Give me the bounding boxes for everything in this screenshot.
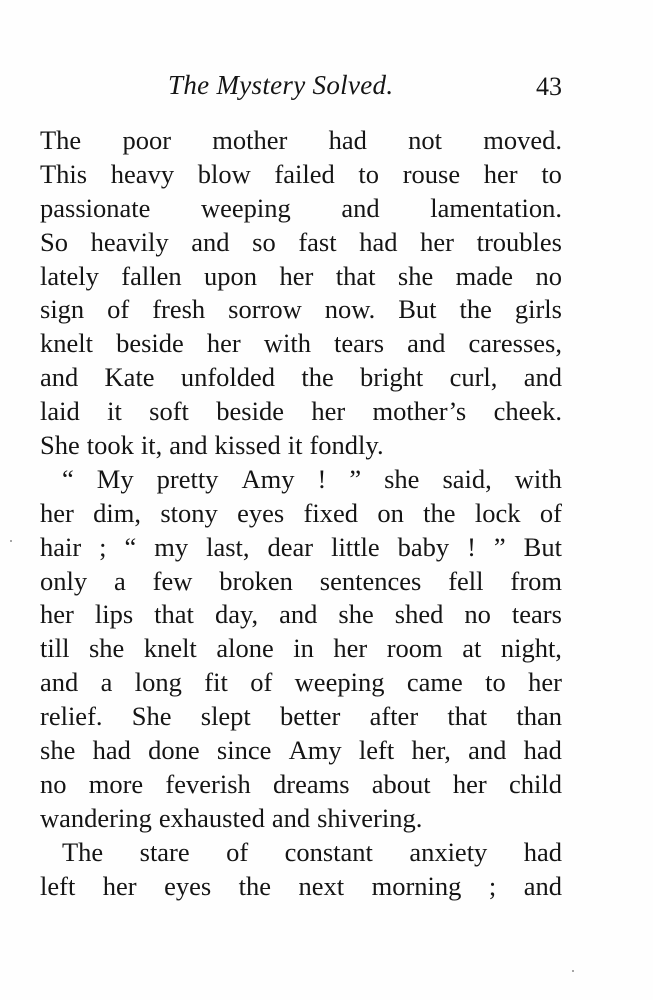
word: alone [216,633,274,664]
word: child [508,768,562,799]
text-line [40,293,562,327]
word: upon [204,260,258,291]
word: kissed [214,430,281,461]
word: her [452,768,487,799]
word: broken [219,565,293,596]
text-line [40,260,562,294]
word: soft [149,396,189,427]
word: girls [514,294,562,325]
word: dear [267,531,314,562]
text-line [40,124,562,158]
word: took [86,430,134,461]
word: till [40,633,70,664]
word: sorrow [228,294,302,325]
word: and [407,328,446,359]
word: only [40,565,88,596]
text-line [40,598,562,632]
word: left [358,735,395,766]
word: morning [371,870,462,901]
word: dim, [93,497,142,528]
word: her [483,158,518,189]
word: the [423,497,456,528]
word: that [447,701,488,732]
word: hair [40,531,82,562]
word: her [528,667,562,698]
word: She [131,701,172,732]
word: lips [94,599,134,630]
word: “ [124,531,137,562]
word: tears [334,328,385,359]
word: the [238,870,272,901]
word: shivering. [317,802,423,833]
running-head [40,70,562,110]
word: caresses, [468,328,562,359]
word: bright [360,362,424,393]
word: wandering [40,802,152,833]
word: came [406,667,463,698]
text-line [40,632,562,666]
word: ; [99,531,107,562]
word: anxiety [409,836,488,867]
word: fondly. [309,430,384,461]
word: relief. [40,701,103,732]
text-line [40,497,562,531]
word: sign [40,294,85,325]
word: to [485,667,506,698]
word: constant [284,836,373,867]
word: and [191,226,230,257]
body-text [40,124,562,903]
word: her [333,633,368,664]
word: had [523,836,562,867]
word: her, [411,735,451,766]
word: fast [298,226,337,257]
word: to [541,158,562,189]
word: weeping [294,667,385,698]
word: ” [349,463,362,494]
word: in [293,633,314,664]
text-line [40,158,562,192]
word: on [377,497,404,528]
text-line [40,531,562,565]
word: of [226,836,249,867]
word: and [523,362,562,393]
word: fell [448,565,484,596]
word: with [263,328,311,359]
text-line [40,395,562,429]
word: feverish [165,768,251,799]
word: had [92,735,131,766]
word: fallen [121,260,182,291]
word: no [464,599,491,630]
word: she [384,463,420,494]
word: and [341,192,380,223]
word: But [398,294,437,325]
word: Amy [241,463,295,494]
word: eyes [164,870,212,901]
word: the [301,362,334,393]
word: and [169,430,208,461]
word: last, [206,531,250,562]
word: and [279,599,318,630]
word: it [107,396,122,427]
word: ! [467,531,476,562]
word: troubles [476,226,562,257]
word: lamentation. [430,192,562,223]
word: exhausted [158,802,265,833]
word: few [152,565,193,596]
word: her [311,396,346,427]
word: weeping [201,192,291,223]
text-line [40,700,562,734]
word: of [539,497,562,528]
text-line [40,463,562,497]
word: it, [140,430,163,461]
word: done [148,735,200,766]
word: better [280,701,341,732]
word: after [369,701,419,732]
word: fixed [303,497,358,528]
word: sentences [319,565,422,596]
word: of [250,667,273,698]
word: dreams [273,768,350,799]
word: with [514,463,562,494]
text-line [40,226,562,260]
word: This [40,158,88,189]
word: than [516,701,562,732]
word: that [154,599,194,630]
word: Amy [288,735,342,766]
word: ” [493,531,506,562]
word: passionate [40,192,151,223]
word: heavy [110,158,175,189]
word: lock [474,497,521,528]
page-number: 43 [536,72,562,101]
word: My [96,463,134,494]
word: knelt [143,633,197,664]
word: about [371,768,431,799]
word: left [40,870,76,901]
word: said, [442,463,492,494]
word: her [40,599,74,630]
word: now. [324,294,376,325]
word: failed [274,158,335,189]
word: and [40,362,79,393]
text-line [40,666,562,700]
word: rouse [402,158,461,189]
text-line [40,802,562,836]
word: and [523,870,562,901]
word: pretty [156,463,219,494]
word: day, [214,599,259,630]
word: night, [500,633,562,664]
word: she [338,599,374,630]
word: mother’s [372,396,467,427]
text-line [40,361,562,395]
word: no [40,768,67,799]
text-line [40,565,562,599]
word: tears [511,599,562,630]
word: beside [116,328,184,359]
word: it [287,430,303,461]
word: baby [397,531,450,562]
word: unfolded [180,362,276,393]
word: The [40,125,82,155]
word: at [462,633,482,664]
word: beside [216,396,284,427]
word: and [468,735,507,766]
word: had [328,125,367,155]
word: “ [62,463,74,494]
word: long [134,667,182,698]
word: her [102,870,137,901]
word: and [271,802,311,833]
word: But [523,531,562,562]
paper-speck [10,540,12,542]
word: stony [160,497,218,528]
word: more [88,768,144,799]
word: next [298,870,345,901]
word: little [331,531,380,562]
word: She [40,430,80,461]
word: ! [317,463,327,494]
word: she [397,260,434,291]
word: knelt [40,328,93,359]
text-line [40,192,562,226]
word: mother [212,125,288,155]
word: had [523,735,562,766]
word: poor [122,125,172,155]
word: slept [200,701,251,732]
word: since [216,735,272,766]
text-line [40,734,562,768]
word: no [535,260,562,291]
word: So [40,226,68,257]
word: made [455,260,514,291]
word: her [420,226,454,257]
word: her [206,328,241,359]
word: she [40,735,76,766]
word: shed [394,599,444,630]
word: her [279,260,314,291]
word: a [114,565,126,596]
word: from [510,565,562,596]
text-line [40,870,562,904]
word: curl, [449,362,498,393]
text-line [40,768,562,802]
word: lately [40,260,99,291]
word: she [88,633,125,664]
word: laid [40,396,80,427]
word: so [252,226,276,257]
word: moved. [483,125,562,155]
word: my [154,531,189,562]
word: and [40,667,79,698]
word: blow [197,158,251,189]
word: stare [139,836,190,867]
word: fresh [152,294,206,325]
text-line [40,836,562,870]
word: cheek. [493,396,562,427]
word: room [386,633,443,664]
word: eyes [237,497,285,528]
paper-speck [572,970,574,972]
word: ; [488,870,497,901]
word: Kate [104,362,155,393]
word: had [359,226,398,257]
word: the [459,294,492,325]
word: not [408,125,442,155]
word: to [358,158,380,189]
word: fit [204,667,228,698]
word: of [107,294,130,325]
text-line [40,429,562,463]
running-title: The Mystery Solved. [168,70,394,100]
word: that [335,260,376,291]
word: heavily [90,226,169,257]
word: The [62,836,104,867]
text-line [40,327,562,361]
word: a [100,667,113,698]
word: her [40,497,74,528]
